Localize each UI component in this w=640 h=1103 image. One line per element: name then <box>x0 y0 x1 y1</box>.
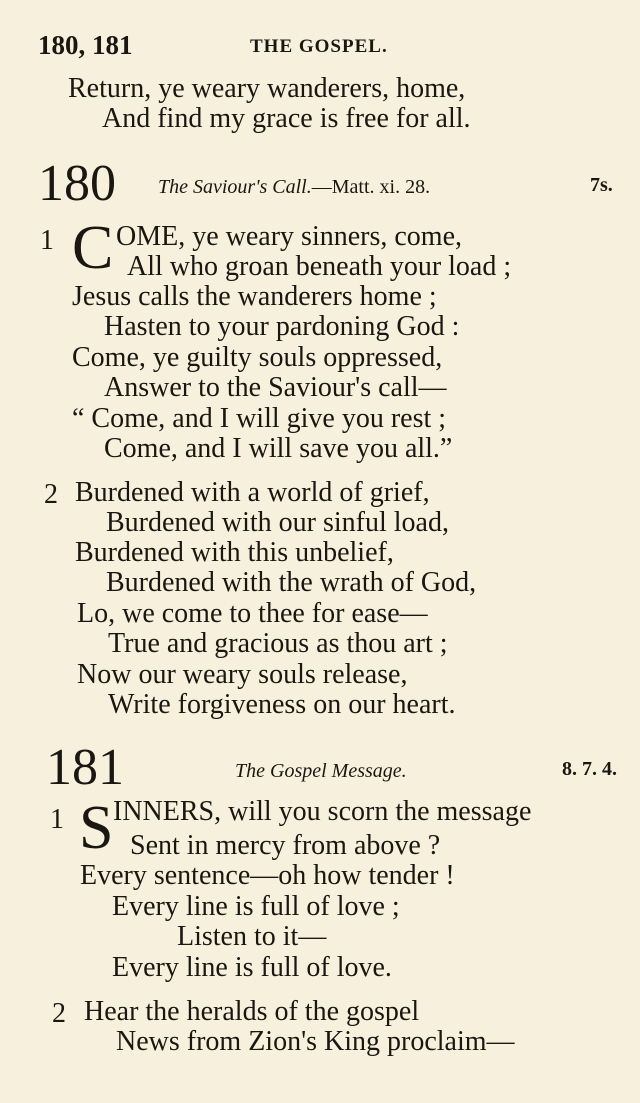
verse-line: Every sentence—oh how tender ! <box>80 860 455 891</box>
verse-line: Burdened with the wrath of God, <box>106 567 477 598</box>
running-head-title: THE GOSPEL. <box>250 36 388 57</box>
hymn-number: 180 <box>38 155 116 212</box>
verse-line: Burdened with our sinful load, <box>106 507 449 538</box>
verse-line: Sent in mercy from above ? <box>130 830 441 861</box>
running-head-page-numbers: 180, 181 <box>38 30 133 60</box>
hymn-title-text: The Saviour's Call. <box>158 176 312 198</box>
verse-line: Come, and I will save you all.” <box>104 433 453 464</box>
verse-line: Burdened with a world of grief, <box>75 477 430 508</box>
drop-cap: S <box>79 794 114 862</box>
carryover-line: Return, ye weary wanderers, home, <box>68 73 466 104</box>
verse-line: Listen to it— <box>177 921 327 952</box>
verse-line: Every line is full of love. <box>112 952 392 983</box>
stanza-number: 2 <box>44 479 58 510</box>
hymn-title <box>158 176 430 199</box>
verse-line: All who groan beneath your load ; <box>127 251 512 282</box>
drop-cap: C <box>72 214 114 282</box>
verse-line: Answer to the Saviour's call— <box>104 372 447 403</box>
verse-line: OME, ye weary sinners, come, <box>116 221 463 252</box>
verse-line: Hear the heralds of the gospel <box>84 996 420 1027</box>
verse-line: Lo, we come to thee for ease— <box>77 598 428 629</box>
verse-line: Come, ye guilty souls oppressed, <box>72 342 443 373</box>
hymn-title-text: The Gospel Message. <box>235 760 407 782</box>
carryover-line: And find my grace is free for all. <box>102 103 471 134</box>
stanza-number: 2 <box>52 998 66 1029</box>
verse-line: INNERS, will you scorn the message <box>113 796 532 827</box>
verse-line: Hasten to your pardoning God : <box>104 311 460 342</box>
verse-line: True and gracious as thou art ; <box>108 628 448 659</box>
verse-line: Every line is full of love ; <box>112 891 400 922</box>
hymn-reference: —Matt. xi. 28. <box>311 176 431 198</box>
hymn-title <box>235 760 407 783</box>
hymn-number: 181 <box>46 739 124 796</box>
verse-line: Write forgiveness on our heart. <box>108 689 456 720</box>
hymn-meter: 7s. <box>590 174 613 196</box>
verse-line: Jesus calls the wanderers home ; <box>72 281 437 312</box>
verse-line: “ Come, and I will give you rest ; <box>72 403 447 434</box>
verse-line: Burdened with this unbelief, <box>75 537 394 568</box>
verse-line: Now our weary souls release, <box>77 659 408 690</box>
stanza-number: 1 <box>50 804 64 835</box>
hymn-meter: 8. 7. 4. <box>562 758 617 780</box>
verse-line: News from Zion's King proclaim— <box>116 1026 515 1057</box>
stanza-number: 1 <box>40 225 54 256</box>
